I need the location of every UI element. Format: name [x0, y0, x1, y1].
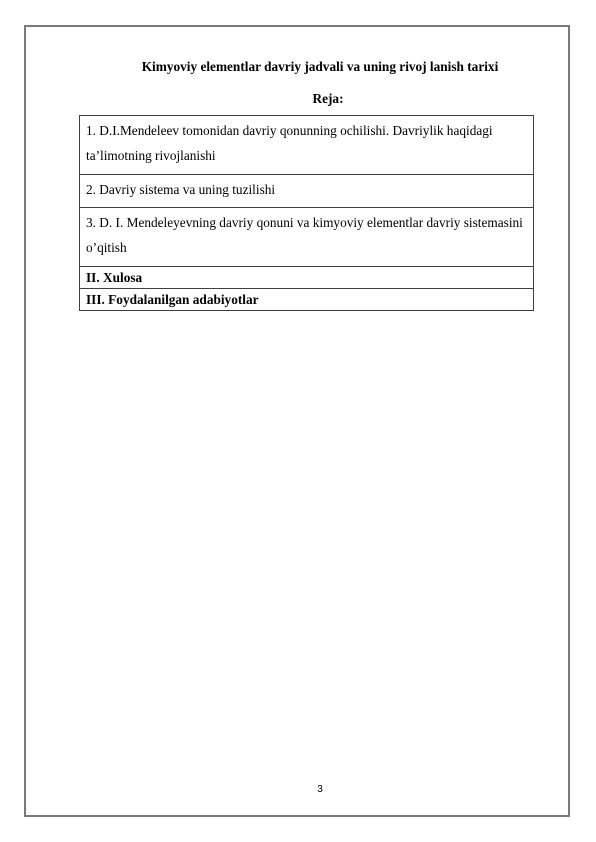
plan-item-1: 1. D.I.Mendeleev tomonidan davriy qonunning ochilishi. Davriylik haqidagi ta’limotning rivojlanishi: [80, 116, 534, 175]
table-row: [80, 116, 534, 175]
plan-item-3: 3. D. I. Mendeleyevning davriy qonuni va kimyoviy elementlar davriy sistemasini o’qitish: [80, 208, 534, 267]
plan-heading: Reja:: [312, 91, 344, 106]
plan-item-conclusion: II. Xulosa: [80, 267, 534, 289]
table-row: [80, 208, 534, 267]
plan-item-references: III. Foydalanilgan adabiyotlar: [80, 289, 534, 311]
table-row: [80, 289, 534, 311]
table-row: [80, 267, 534, 289]
plan-table: [79, 115, 534, 311]
plan-item-2: 2. Davriy sistema va uning tuzilishi: [80, 175, 534, 208]
document-title: Kimyoviy elementlar davriy jadvali va uning rivoj lanish tarixi: [141, 59, 499, 74]
table-row: [80, 175, 534, 208]
page-number: 3: [317, 784, 323, 795]
